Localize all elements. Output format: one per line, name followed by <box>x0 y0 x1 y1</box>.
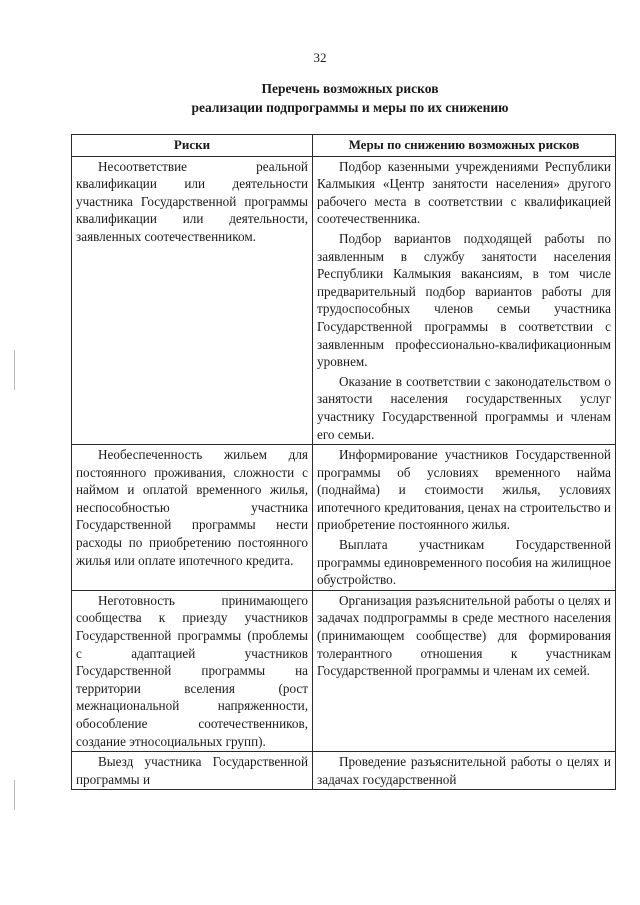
risk-text: Необеспеченность жильем для постоянного проживания, сложности с наймом и оплатой временного жилья, неспособностью участника Государственной программы нести расходы по приобретению постоянного жилья или оплате ипотечного кредита. <box>76 447 308 568</box>
header-measures: Меры по снижению возможных рисков <box>313 135 616 157</box>
measure-text: Оказание в соответствии с законодательством о занятости населения государственных услуг участнику Государственной программы и членам его семьи. <box>317 373 611 442</box>
risk-text: Выезд участника Государственной программы и <box>76 754 308 787</box>
measures-cell <box>313 590 616 751</box>
risk-text: Несоответствие реальной квалификации или деятельности участника Государственной программы квалификации или деятельности, заявленных соотечественником. <box>76 158 308 244</box>
measure-text: Подбор казенными учреждениями Республики Калмыкия «Центр занятости населения» другого рабочего места в соответствии с квалификацией соотечественника. <box>317 158 611 227</box>
measures-cell <box>313 156 616 445</box>
measures-cell <box>313 752 616 790</box>
scan-margin-mark <box>14 780 15 810</box>
table-header-row <box>72 135 616 157</box>
measure-text: Проведение разъяснительной работы о целях и задачах государственной <box>317 754 611 787</box>
header-risks: Риски <box>72 135 313 157</box>
measures-cell <box>313 445 616 591</box>
risk-cell <box>72 156 313 445</box>
title-line-1: Перечень возможных рисков <box>261 81 439 96</box>
risk-cell <box>72 752 313 790</box>
table-row <box>72 752 616 790</box>
risk-cell <box>72 590 313 751</box>
table-row <box>72 590 616 751</box>
scan-margin-mark <box>14 350 15 390</box>
risk-table <box>71 134 616 790</box>
table-row <box>72 445 616 591</box>
measure-text: Выплата участникам Государственной программы единовременного пособия на жилищное обустройство. <box>317 537 611 588</box>
page-number: 32 <box>313 50 327 65</box>
page-title <box>140 79 560 117</box>
measure-text: Подбор вариантов подходящей работы по заявленным в службу занятости населения Республики Калмыкия вакансиям, в том числе предварительный подбор вариантов работы для трудоспособных членов семьи участника Государственной программы в соответствии с заявленным профессионально-квалификационным уровнем. <box>317 230 611 370</box>
measure-text: Информирование участников Государственной программы об условиях временного найма (поднайма) и стоимости жилья, условиях ипотечного кредитования, ценах на строительство и приобретение постоянного жилья. <box>317 447 611 533</box>
table-row <box>72 156 616 445</box>
measure-text: Организация разъяснительной работы о целях и задачах подпрограммы в среде местного населения (принимающем сообществе) для формирования толерантного отношения к участникам Государственной программы и членам их семей. <box>317 592 611 679</box>
risk-text: Неготовность принимающего сообщества к приезду участников Государственной программы (проблемы с адаптацией участников Государственной программы на территории вселения (рост межнациональной напряженности, обособление соотечественников, создание этносоциальных групп). <box>76 592 308 749</box>
risk-cell <box>72 445 313 591</box>
title-line-2: реализации подпрограммы и меры по их снижению <box>191 100 509 115</box>
